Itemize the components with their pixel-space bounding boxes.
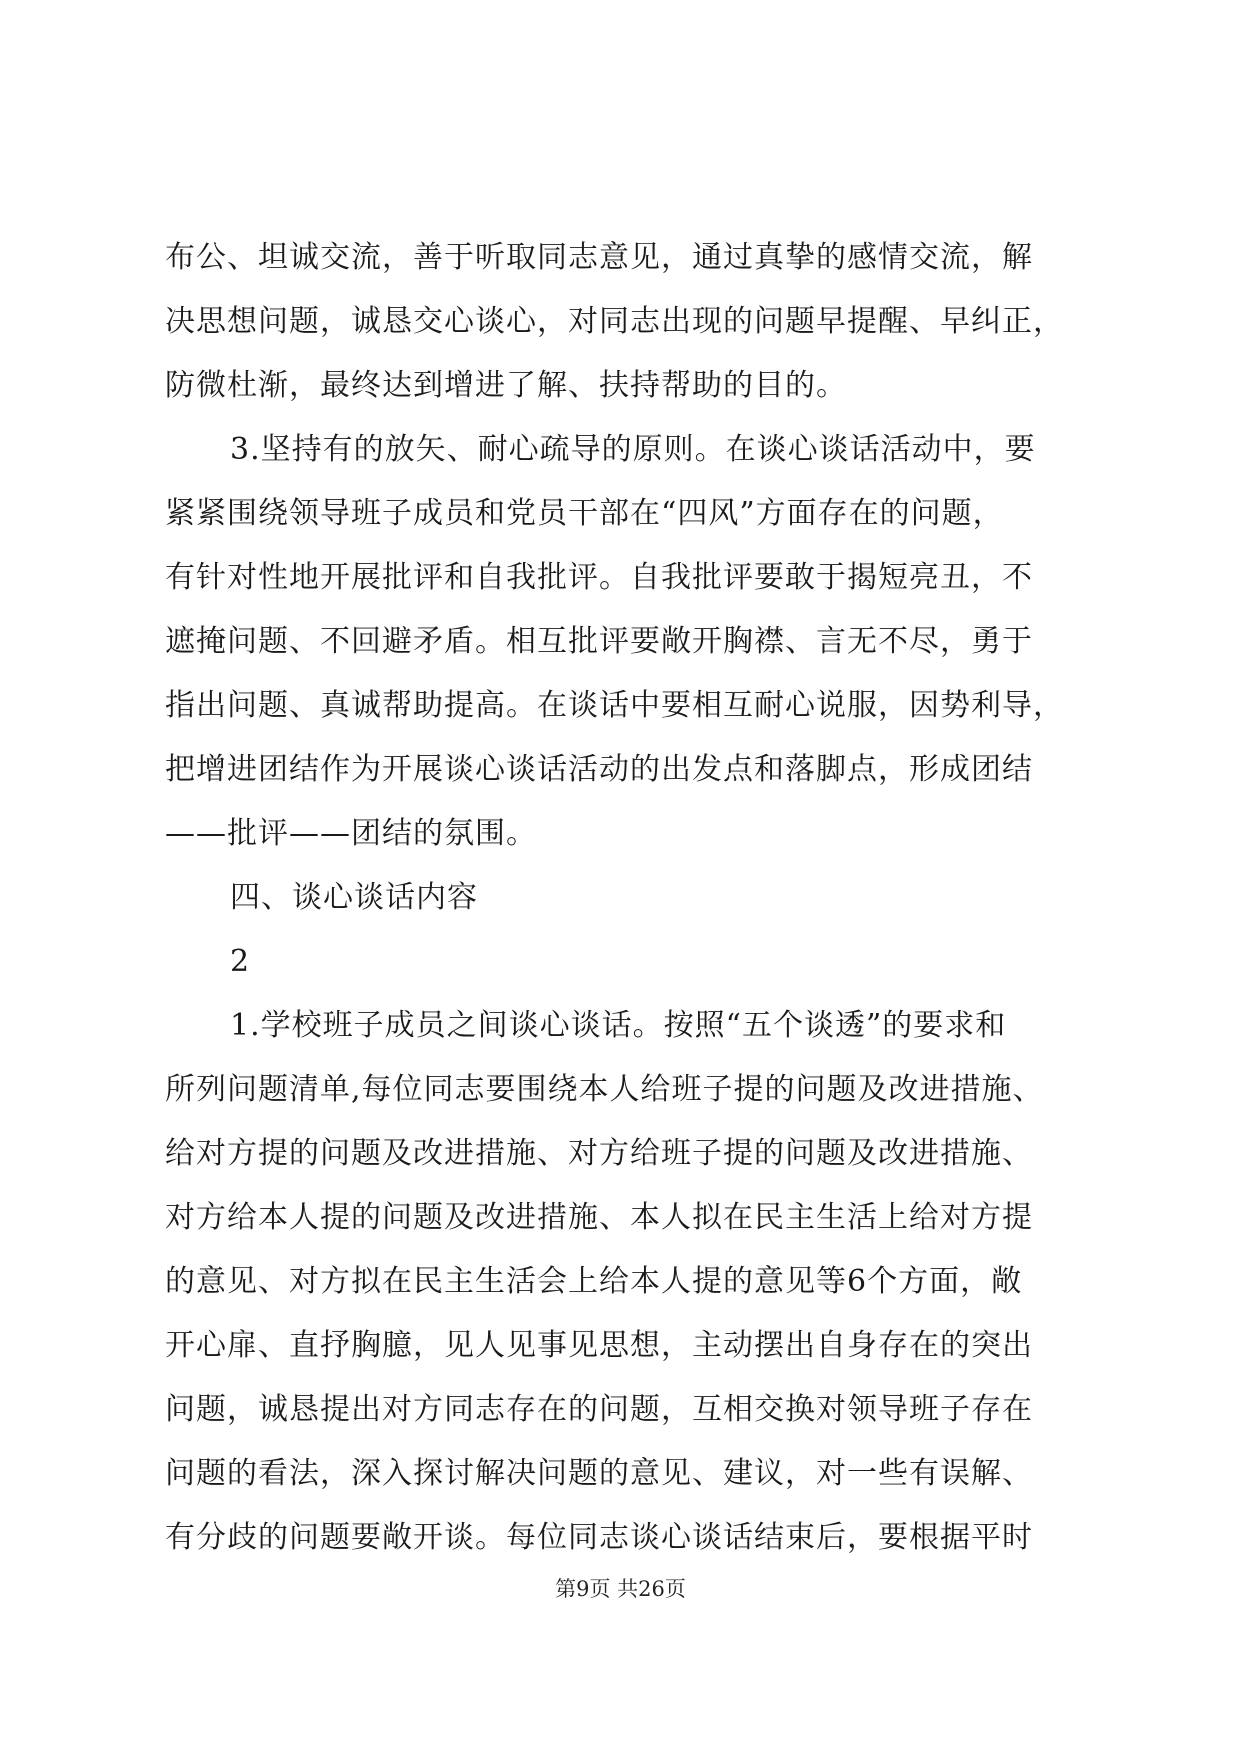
body-line: 紧紧围绕领导班子成员和党员干部在“四风”方面存在的问题， [165,496,1004,531]
body-line: 把增进团结作为开展谈心谈话活动的出发点和落脚点，形成团结 [165,752,1033,787]
body-line: 问题，诚恳提出对方同志存在的问题，互相交换对领导班子存在 [165,1392,1033,1427]
body-line: 开心扉、直抒胸臆，见人见事见思想，主动摆出自身存在的突出 [165,1328,1033,1363]
body-line: 所列问题清单,每位同志要围绕本人给班子提的问题及改进措施、 [165,1072,1044,1107]
section-heading: 四、谈心谈话内容 [230,880,478,915]
body-line: ——批评——团结的氛围。 [165,816,537,851]
body-line: 有针对性地开展批评和自我批评。自我批评要敢于揭短亮丑，不 [165,560,1033,595]
body-line: 给对方提的问题及改进措施、对方给班子提的问题及改进措施、 [165,1136,1033,1171]
page-footer: 第9页 共26页 [555,1577,686,1601]
body-line: 指出问题、真诚帮助提高。在谈话中要相互耐心说服，因势利导， [165,688,1064,723]
body-line: 的意见、对方拟在民主生活会上给本人提的意见等6个方面，敞 [165,1264,1023,1299]
body-line: 防微杜渐，最终达到增进了解、扶持帮助的目的。 [165,368,847,403]
body-line: 布公、坦诚交流，善于听取同志意见，通过真挚的感情交流，解 [165,240,1033,275]
page-number-marker: 2 [230,944,251,979]
body-line: 有分歧的问题要敞开谈。每位同志谈心谈话结束后，要根据平时 [165,1520,1033,1555]
body-line: 问题的看法，深入探讨解决问题的意见、建议，对一些有误解、 [165,1456,1033,1491]
body-line: 1.学校班子成员之间谈心谈话。按照“五个谈透”的要求和 [230,1008,1007,1043]
document-body [165,226,1085,1570]
body-line: 决思想问题，诚恳交心谈心，对同志出现的问题早提醒、早纠正， [165,304,1064,339]
body-line: 遮掩问题、不回避矛盾。相互批评要敞开胸襟、言无不尽，勇于 [165,624,1033,659]
body-line: 3.坚持有的放矢、耐心疏导的原则。在谈心谈话活动中，要 [230,432,1036,467]
body-line: 对方给本人提的问题及改进措施、本人拟在民主生活上给对方提 [165,1200,1033,1235]
